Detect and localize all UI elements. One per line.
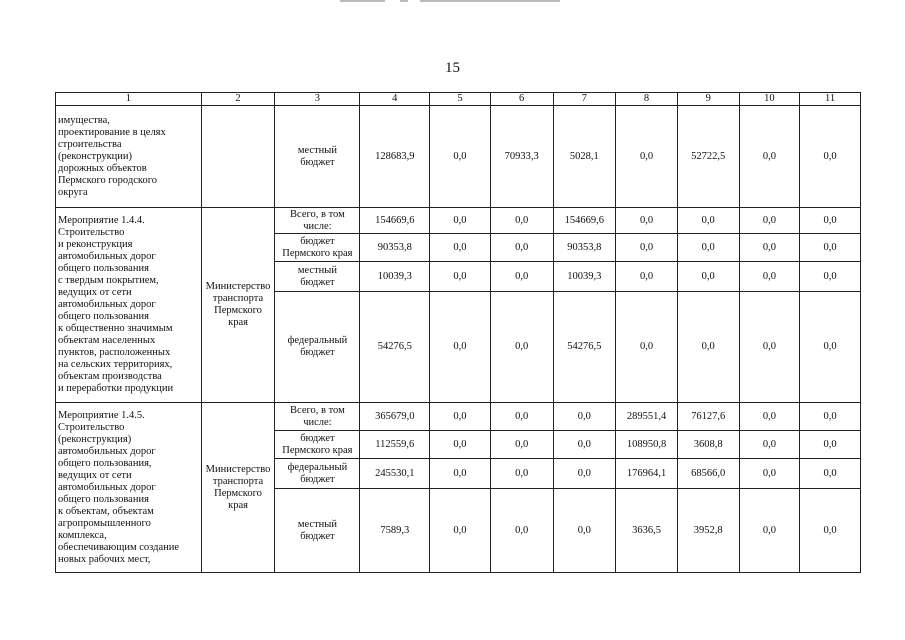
funding-source-cell: федеральный бюджет	[275, 459, 360, 489]
executor-cell	[201, 106, 275, 208]
amount-cell: 70933,3	[490, 106, 553, 208]
amount-cell: 289551,4	[616, 403, 678, 431]
amount-cell: 10039,3	[553, 262, 616, 292]
amount-cell: 0,0	[616, 234, 678, 262]
amount-cell: 0,0	[800, 292, 861, 403]
measure-name-cell: имущества, проектирование в целях строительства (реконструкции) дорожных объектов Пермского городского округа	[56, 106, 202, 208]
measure-name-cell: Мероприятие 1.4.5. Строительство (реконструкция) автомобильных дорог общего пользования, ведущих от сети автомобильных дорог общего пользования к объектам, объектам агропромышленного комплекса, обеспечивающим создание новых рабочих мест,	[56, 403, 202, 573]
amount-cell: 0,0	[739, 262, 800, 292]
amount-cell: 0,0	[490, 431, 553, 459]
page-number: 15	[445, 60, 460, 76]
amount-cell: 0,0	[616, 106, 678, 208]
amount-cell: 0,0	[800, 431, 861, 459]
amount-cell: 0,0	[490, 459, 553, 489]
table-body	[56, 106, 861, 573]
amount-cell: 0,0	[430, 431, 491, 459]
column-header: 10	[739, 93, 800, 106]
column-header: 9	[677, 93, 739, 106]
executor-cell: Министерство транспорта Пермского края	[201, 403, 275, 573]
amount-cell: 90353,8	[553, 234, 616, 262]
amount-cell: 0,0	[616, 262, 678, 292]
amount-cell: 0,0	[739, 234, 800, 262]
amount-cell: 7589,3	[360, 489, 430, 573]
funding-source-cell: местный бюджет	[275, 262, 360, 292]
measure-name-cell: Мероприятие 1.4.4. Строительство и реконструкция автомобильных дорог общего пользования с твердым покрытием, ведущих от сети автомобильных дорог общего пользования к общественно значимым объектам населенных пунктов, расположенных на сельских территориях, объектам производства и переработки продукции	[56, 208, 202, 403]
amount-cell: 54276,5	[553, 292, 616, 403]
amount-cell: 176964,1	[616, 459, 678, 489]
amount-cell: 0,0	[677, 234, 739, 262]
amount-cell: 245530,1	[360, 459, 430, 489]
amount-cell: 0,0	[430, 106, 491, 208]
column-header: 8	[616, 93, 678, 106]
amount-cell: 0,0	[553, 403, 616, 431]
amount-cell: 3952,8	[677, 489, 739, 573]
amount-cell: 0,0	[739, 106, 800, 208]
amount-cell: 0,0	[490, 208, 553, 234]
funding-source-cell: бюджет Пермского края	[275, 234, 360, 262]
funding-source-cell: местный бюджет	[275, 489, 360, 573]
amount-cell: 0,0	[739, 431, 800, 459]
amount-cell: 76127,6	[677, 403, 739, 431]
column-header: 4	[360, 93, 430, 106]
amount-cell: 0,0	[739, 292, 800, 403]
scan-edge-mark	[420, 0, 560, 2]
amount-cell: 0,0	[739, 208, 800, 234]
amount-cell: 0,0	[430, 403, 491, 431]
amount-cell: 90353,8	[360, 234, 430, 262]
amount-cell: 0,0	[553, 489, 616, 573]
amount-cell: 0,0	[490, 234, 553, 262]
amount-cell: 0,0	[553, 459, 616, 489]
amount-cell: 0,0	[800, 489, 861, 573]
amount-cell: 0,0	[800, 459, 861, 489]
amount-cell: 0,0	[800, 208, 861, 234]
amount-cell: 0,0	[800, 106, 861, 208]
amount-cell: 0,0	[616, 208, 678, 234]
table-row	[56, 403, 861, 431]
amount-cell: 0,0	[430, 489, 491, 573]
amount-cell: 154669,6	[360, 208, 430, 234]
amount-cell: 0,0	[800, 234, 861, 262]
amount-cell: 0,0	[739, 489, 800, 573]
amount-cell: 68566,0	[677, 459, 739, 489]
amount-cell: 0,0	[800, 262, 861, 292]
table-row	[56, 106, 861, 208]
header-row	[56, 93, 861, 106]
column-header: 1	[56, 93, 202, 106]
amount-cell: 0,0	[739, 459, 800, 489]
scan-edge-mark	[340, 0, 385, 2]
executor-cell: Министерство транспорта Пермского края	[201, 208, 275, 403]
scan-edge-mark	[400, 0, 408, 2]
funding-source-cell: Всего, в том числе:	[275, 403, 360, 431]
amount-cell: 154669,6	[553, 208, 616, 234]
amount-cell: 0,0	[490, 403, 553, 431]
amount-cell: 3608,8	[677, 431, 739, 459]
amount-cell: 3636,5	[616, 489, 678, 573]
amount-cell: 0,0	[800, 403, 861, 431]
amount-cell: 0,0	[430, 459, 491, 489]
funding-source-cell: Всего, в том числе:	[275, 208, 360, 234]
funding-source-cell: местный бюджет	[275, 106, 360, 208]
budget-table	[55, 92, 861, 573]
amount-cell: 5028,1	[553, 106, 616, 208]
amount-cell: 0,0	[430, 292, 491, 403]
amount-cell: 54276,5	[360, 292, 430, 403]
amount-cell: 52722,5	[677, 106, 739, 208]
column-header: 6	[490, 93, 553, 106]
amount-cell: 0,0	[430, 262, 491, 292]
column-header: 2	[201, 93, 275, 106]
amount-cell: 128683,9	[360, 106, 430, 208]
funding-source-cell: федеральный бюджет	[275, 292, 360, 403]
amount-cell: 0,0	[677, 208, 739, 234]
amount-cell: 108950,8	[616, 431, 678, 459]
amount-cell: 0,0	[490, 489, 553, 573]
funding-source-cell: бюджет Пермского края	[275, 431, 360, 459]
amount-cell: 0,0	[616, 292, 678, 403]
amount-cell: 0,0	[430, 234, 491, 262]
column-header: 3	[275, 93, 360, 106]
amount-cell: 365679,0	[360, 403, 430, 431]
column-header: 5	[430, 93, 491, 106]
column-header: 7	[553, 93, 616, 106]
column-header: 11	[800, 93, 861, 106]
amount-cell: 0,0	[553, 431, 616, 459]
amount-cell: 0,0	[490, 262, 553, 292]
amount-cell: 0,0	[677, 292, 739, 403]
amount-cell: 0,0	[739, 403, 800, 431]
amount-cell: 10039,3	[360, 262, 430, 292]
amount-cell: 112559,6	[360, 431, 430, 459]
amount-cell: 0,0	[430, 208, 491, 234]
table-row	[56, 208, 861, 234]
amount-cell: 0,0	[677, 262, 739, 292]
amount-cell: 0,0	[490, 292, 553, 403]
